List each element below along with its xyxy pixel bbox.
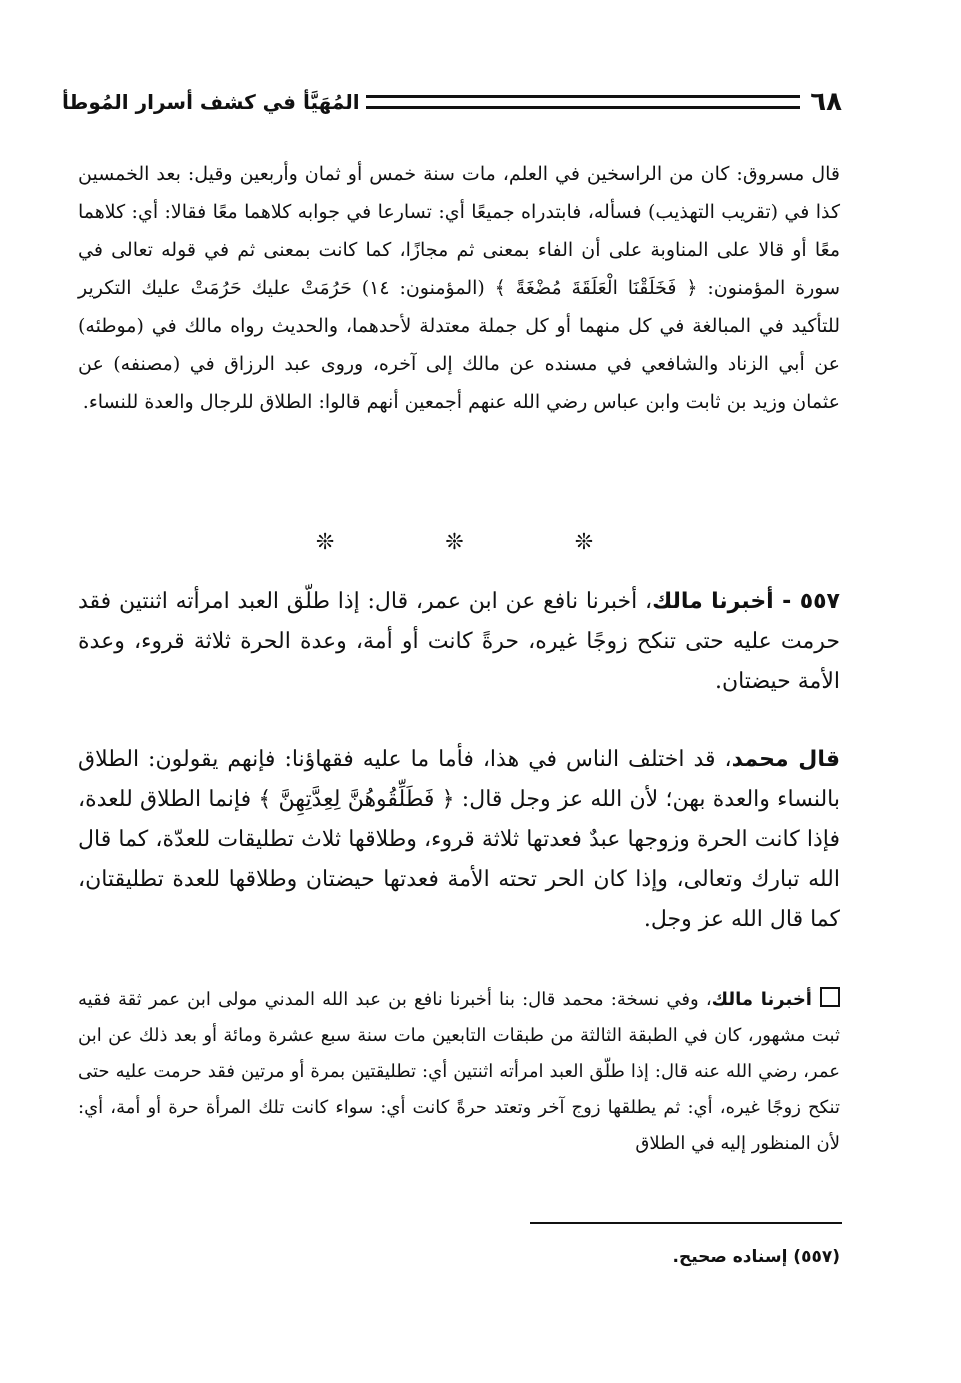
muhammad-text: ، قد اختلف الناس في هذا، فأما ما عليه فقهاؤنا: فإنهم يقولون: الطلاق بالنساء والعدة بهن؛ لأن الله عز وجل قال: ﴿ فَطَلِّقُوهُنَّ لِعِدَّتِهِنَّ ﴾ فإنما الطلاق للعدة، فإذا كانت الحرة وزوجها عبدٌ فعدتها ثلاثة قروء، وطلاقها ثلاث تطليقات للعدّة، كما قال الله تبارك وتعالى، وإذا كان الحر تحته الأمة فعدتها حيضتان وطلاقها للعدة تطليقتان، كما قال الله عز وجل. <box>78 747 840 932</box>
page-header <box>62 82 842 122</box>
hadith-text: ، أخبرنا نافع عن ابن عمر، قال: إذا طلّق العبد امرأته اثنتين فقد حرمت عليه حتى تنكح زوجًا غيره، حرةً كانت أو أمة، وعدة الحرة ثلاثة قروء، وعدة الأمة حيضتان. <box>78 589 840 694</box>
muhammad-commentary <box>78 740 840 940</box>
square-marker-icon <box>820 987 840 1007</box>
page-number: ٦٨ <box>810 87 842 117</box>
hadith-557 <box>78 582 840 702</box>
footnote-separator <box>530 1222 842 1224</box>
explanation-paragraph <box>78 982 840 1162</box>
footnote: (٥٥٧) إسناده صحيح. <box>672 1247 840 1267</box>
commentary-paragraph: قال مسروق: كان من الراسخين في العلم، مات سنة خمس أو ثمان وأربعين وقيل: بعد الخمسين كذا في (تقريب التهذيب) فسأله، فابتدراه جميعًا أي: تسارعا في جوابه كلاهما معًا فقالا: أي: كلاهما معًا أو قالا على المناوبة على أن الفاء بمعنى ثم مجازًا، كما كانت بمعنى ثم في قوله تعالى في سورة المؤمنون: ﴿ فَخَلَقْنَا الْعَلَقَةَ مُضْغَةً ﴾ (المؤمنون: ١٤) حَرُمَتْ عليك حَرُمَتْ عليك التكرير للتأكيد في المبالغة في كل منهما أو كل جملة معتدلة لأحدهما، والحديث رواه مالك في (موطئه) عن أبي الزناد والشافعي في مسنده عن مالك إلى آخره، وروى عبد الرزاق في (مصنفه) عن عثمان وزيد بن ثابت وابن عباس رضي الله عنهم أجمعين أنهم قالوا: الطلاق للرجال والعدة للنساء. <box>78 163 841 413</box>
muhammad-lead: قال محمد <box>731 747 840 772</box>
explanation-text: ، وفي نسخة: محمد قال: بنا أخبرنا نافع بن عبد الله المدني مولى ابن عمر ثقة فقيه ثبت مشهور، كان في الطبقة الثالثة من طبقات التابعين مات سنة سبع عشرة ومائة أو بعد ذلك عن ابن عمر، رضي الله عنه قال: إذا طلّق العبد امرأته اثنتين أي: تطليقتين بمرة أو مرتين فقد حرمت عليه حتى تنكح زوجًا غيره، أي: ثم يطلقها زوج آخر وتعتد حرةً كانت أي: سواء كانت تلك المرأة حرة أو أمة، أي: لأن المنظور إليه في الطلاق <box>78 989 840 1154</box>
hadith-number-lead: ٥٥٧ - أخبرنا مالك <box>652 589 840 614</box>
section-divider-stars: ❊ ❊ ❊ <box>315 530 646 555</box>
running-title: المُهَيَّأ في كشف أسرار المُوطأ <box>62 90 360 114</box>
explanation-lead: أخبرنا مالك <box>711 989 812 1010</box>
header-double-rule <box>366 95 801 109</box>
